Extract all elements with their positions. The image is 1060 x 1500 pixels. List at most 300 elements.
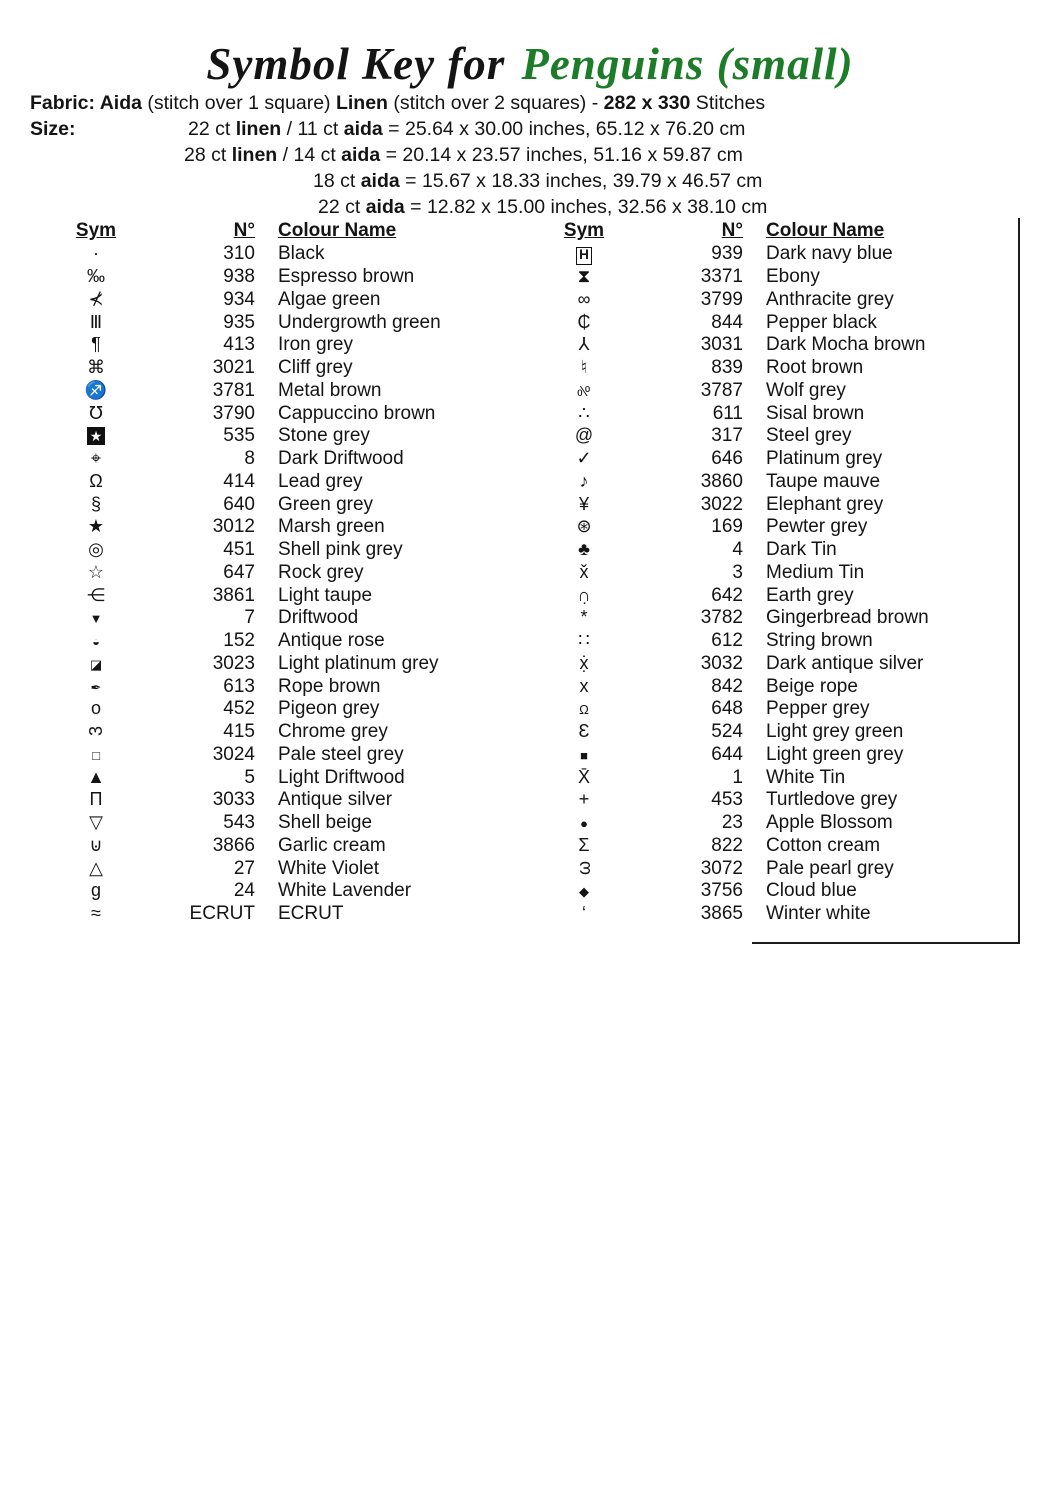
thread-number: 3023 [212,652,255,674]
stitch-symbol-icon: ⅄ [578,334,590,355]
table-row [558,380,1018,403]
colour-name: White Lavender [278,880,412,902]
thread-number: 3860 [700,470,743,492]
size-line-1 [188,118,745,141]
table-row [558,516,1018,539]
table-row [70,425,520,448]
stitch-symbol-icon: ✓ [576,448,592,469]
symbol-cell [70,494,122,516]
thread-number: 317 [711,425,743,447]
thread-number: 3756 [700,880,743,902]
thread-number: 8 [244,448,255,470]
colour-name: Steel grey [766,425,852,447]
symbol-cell [558,835,610,857]
thread-number: 642 [711,584,743,606]
stitch-symbol-icon: % [577,382,591,400]
colour-name: Cotton cream [766,834,881,856]
table-row [70,471,520,494]
thread-number: 543 [223,812,255,834]
colour-name: Pepper grey [766,698,870,720]
table-row [70,380,520,403]
stitch-symbol-icon: Π [89,789,103,810]
table-row [558,562,1018,585]
table-row [70,607,520,630]
colour-name: Undergrowth green [278,311,441,333]
thread-number: 3799 [700,288,743,310]
thread-number: 27 [233,857,255,879]
colour-name: Antique silver [278,789,393,811]
thread-number: 935 [223,311,255,333]
stitch-symbol-icon: ◒ [92,634,100,650]
colour-name: ECRUT [278,903,344,925]
table-row [558,357,1018,380]
symbol-cell [558,789,610,811]
text-segment: linen [231,144,278,166]
colour-name: Platinum grey [766,448,883,470]
text-segment: = 15.67 x 18.33 inches, 39.79 x 46.57 cm [399,170,763,192]
colour-name: Apple Blossom [766,812,893,834]
colour-name: Light green grey [766,743,904,765]
colour-name: Light platinum grey [278,652,439,674]
text-segment: Stitches [690,92,766,114]
stitch-symbol-icon: Ω [89,470,103,491]
symbol-cell [70,289,122,311]
pattern-border-horizontal [752,942,1020,944]
thread-number: 5 [244,766,255,788]
colour-name: White Tin [766,766,846,788]
thread-number: 24 [233,880,255,902]
symbol-cell [558,494,610,516]
colour-name: Gingerbread brown [766,607,929,629]
table-row [558,266,1018,289]
thread-number: 3 [732,561,743,583]
thread-number: 3024 [212,743,255,765]
stitch-symbol-icon: ✒ [90,679,102,695]
colour-name: Dark Tin [766,539,837,561]
colour-name: Shell pink grey [278,539,403,561]
stitch-symbol-icon: ⊀ [88,288,104,309]
table-row [558,493,1018,516]
thread-number: 413 [223,334,255,356]
colour-name: Anthracite grey [766,288,894,310]
colour-name: Dark antique silver [766,652,924,674]
size-line-2 [184,144,743,167]
colour-name-header: Colour Name [766,220,885,241]
symbol-cell [70,835,122,857]
thread-number: 844 [711,311,743,333]
symbol-cell [70,539,122,561]
text-segment: 18 ct [313,170,361,192]
table-row [558,698,1018,721]
thread-number: 3861 [212,584,255,606]
symbol-cell [558,448,610,470]
symbol-cell [70,789,122,811]
symbol-cell [558,312,610,334]
table-row [558,630,1018,653]
thread-number: 3072 [700,857,743,879]
symbol-cell [558,607,610,629]
table-row [558,880,1018,903]
colour-name: Metal brown [278,379,382,401]
symbol-cell [70,721,122,743]
stitch-symbol-icon: ‰ [87,266,105,287]
table-row [70,744,520,767]
table-row [70,357,520,380]
thread-number: 644 [711,743,743,765]
thread-number: 3022 [700,493,743,515]
colour-name: Winter white [766,903,871,925]
table-row [70,516,520,539]
symbol-cell [70,312,122,334]
symbol-cell [558,243,610,265]
table-row [558,789,1018,812]
key-header-row [558,219,1018,243]
table-row [70,812,520,835]
table-row [70,857,520,880]
colour-name: Cliff grey [278,357,353,379]
colour-name: Black [278,243,325,265]
key-rows-left [70,243,520,926]
stitch-symbol-icon: ◎ [88,539,104,560]
stitch-symbol-icon: Ⅲ [89,311,103,332]
thread-number: 535 [223,425,255,447]
size-label: Size: [30,118,76,140]
sym-header: Sym [75,220,117,241]
table-row [70,653,520,676]
stitch-symbol-icon: ⌘ [87,357,105,378]
colour-name: Light Driftwood [278,766,405,788]
colour-name: Green grey [278,493,374,515]
table-row [558,812,1018,835]
text-segment: Linen [335,92,388,114]
table-row [558,835,1018,858]
colour-name: Sisal brown [766,402,865,424]
stitch-symbol-icon: ★ [87,516,105,537]
thread-number: 453 [711,789,743,811]
stitch-symbol-icon: ■ [580,747,588,763]
symbol-cell [558,334,610,356]
table-row [558,539,1018,562]
colour-name: Dark Mocha brown [766,334,926,356]
table-row [558,653,1018,676]
symbol-cell [558,357,610,379]
table-row [70,630,520,653]
symbol-cell [70,562,122,584]
thread-number: 169 [711,516,743,538]
stitch-symbol-icon: ▽ [89,812,103,833]
colour-name: Dark navy blue [766,243,893,265]
colour-name: Driftwood [278,607,359,629]
symbol-cell [70,698,122,720]
table-row [70,266,520,289]
stitch-symbol-icon: ♪ [579,470,589,491]
thread-number: 939 [711,243,743,265]
thread-number: 3021 [212,357,255,379]
stitch-symbol-icon: ♣ [578,539,590,560]
table-row [558,448,1018,471]
stitch-symbol-icon: ⧗ [577,266,591,287]
number-header: N° [721,220,743,241]
thread-number: 611 [712,402,743,424]
symbol-cell [70,516,122,538]
thread-number: 3782 [700,607,743,629]
table-row [558,607,1018,630]
text-segment: linen [235,118,282,140]
colour-name: Espresso brown [278,266,415,288]
thread-number: 7 [244,607,255,629]
symbol-cell [70,425,122,447]
symbol-cell [558,403,610,425]
symbol-cell [558,562,610,584]
symbol-cell [558,539,610,561]
symbol-cell [70,357,122,379]
key-column-left [70,219,520,926]
stitch-symbol-icon: x [579,675,589,696]
stitch-symbol-icon: Ω [579,702,589,718]
colour-name: Iron grey [278,334,353,356]
table-row [70,880,520,903]
table-row [558,402,1018,425]
text-segment: aida [360,170,400,192]
table-row [70,721,520,744]
stitch-symbol-icon: ⋲ [87,584,105,605]
stitch-symbol-icon: ⊛ [576,516,592,537]
table-row [558,903,1018,926]
symbol-cell [70,471,122,493]
symbol-cell [70,403,122,425]
table-row [70,311,520,334]
colour-name: Rock grey [278,561,364,583]
stitch-symbol-icon: * [580,607,588,628]
thread-number: 3781 [212,379,255,401]
stitch-symbol-icon: ¥ [578,493,589,514]
stitch-symbol-icon: ▲ [87,766,105,787]
text-segment: (stitch over 1 square) [141,92,336,114]
colour-name: Algae green [278,288,381,310]
stitch-symbol-icon: · [93,243,99,264]
symbol-cell [558,471,610,493]
symbol-cell [558,425,610,447]
table-row [70,539,520,562]
table-row [70,903,520,926]
colour-name: Turtledove grey [766,789,898,811]
number-header: N° [233,220,255,241]
colour-name: String brown [766,630,873,652]
symbol-cell [558,380,610,402]
symbol-cell [70,585,122,607]
symbol-cell [558,698,610,720]
symbol-cell [70,334,122,356]
symbol-cell [558,858,610,880]
colour-name: Cloud blue [766,880,857,902]
thread-number: 414 [223,470,255,492]
pattern-border-vertical [1018,218,1020,944]
table-row [558,289,1018,312]
text-segment: = 12.82 x 15.00 inches, 32.56 x 38.10 cm [404,196,768,218]
colour-name: Antique rose [278,630,385,652]
thread-number: 842 [711,675,743,697]
colour-name: Elephant grey [766,493,884,515]
symbol-cell [558,744,610,766]
colour-name: Pigeon grey [278,698,380,720]
stitch-symbol-icon: ◪ [89,656,103,672]
thread-number: 3787 [700,379,743,401]
thread-number: 3032 [700,652,743,674]
colour-name: Rope brown [278,675,381,697]
text-segment: 28 ct [184,144,232,166]
colour-name: Light taupe [278,584,373,606]
symbol-cell [558,516,610,538]
thread-number: 452 [223,698,255,720]
symbol-cell [558,812,610,834]
size-line-4 [318,196,767,219]
symbol-cell [558,903,610,925]
table-row [558,311,1018,334]
symbol-cell [558,676,610,698]
stitch-symbol-icon: ∞ [577,288,591,309]
table-row [558,334,1018,357]
text-segment: Aida [95,92,142,114]
symbol-cell [70,767,122,789]
key-header-row [70,219,520,243]
colour-name: Light grey green [766,721,904,743]
symbol-cell [70,676,122,698]
symbol-cell [558,266,610,288]
thread-number: 822 [711,834,743,856]
stitch-symbol-icon: ● [580,816,588,832]
page-title [0,38,1060,90]
thread-number: 839 [711,357,743,379]
colour-name: Stone grey [278,425,370,447]
text-segment: / 14 ct [277,144,342,166]
table-row [70,562,520,585]
colour-name: Beige rope [766,675,858,697]
thread-number: ECRUT [189,903,255,925]
table-row [70,448,520,471]
symbol-cell [558,721,610,743]
thread-number: 3371 [700,266,743,288]
stitch-symbol-icon: △ [89,857,103,878]
thread-number: 934 [223,288,255,310]
colour-name: Pewter grey [766,516,868,538]
thread-number: 938 [223,266,255,288]
thread-number: 640 [223,493,255,515]
size-line-3 [313,170,762,193]
symbol-cell [70,744,122,766]
stitch-symbol-icon: ▼ [89,611,103,627]
text-segment: aida [365,196,405,218]
thread-number: 3012 [212,516,255,538]
text-segment: 22 ct [318,196,366,218]
table-row [70,493,520,516]
thread-number: 647 [223,561,255,583]
stitch-symbol-icon: ◆ [579,884,589,900]
thread-number: 415 [223,721,255,743]
symbol-cell [70,607,122,629]
symbol-cell [558,585,610,607]
colour-name: Pale pearl grey [766,857,894,879]
title-prefix: Symbol Key for [206,39,506,89]
symbol-cell [70,243,122,265]
symbol-cell [558,653,610,675]
thread-number: 23 [721,812,743,834]
stitch-symbol-icon: X̄ [577,766,590,787]
stitch-symbol-icon: ≈ [91,903,101,924]
colour-name: Medium Tin [766,561,865,583]
table-row [70,698,520,721]
table-row [70,766,520,789]
stitch-symbol-icon: Ɛ [578,721,590,742]
stitch-symbol-icon: x̌ [579,561,589,582]
text-segment: 282 x 330 [603,92,691,114]
colour-name: Garlic cream [278,834,386,856]
colour-name: Dark Driftwood [278,448,404,470]
symbol-cell [70,903,122,925]
colour-name: Shell beige [278,812,373,834]
colour-name: Chrome grey [278,721,388,743]
text-segment: Fabric: [30,92,96,114]
table-row [558,584,1018,607]
symbol-cell [70,812,122,834]
stitch-symbol-icon: H [576,247,593,264]
stitch-symbol-icon: ‘ [582,903,586,924]
stitch-symbol-icon: ♮ [580,357,588,378]
symbol-cell [70,380,122,402]
symbol-cell [70,858,122,880]
stitch-symbol-icon: o [90,698,101,719]
thread-number: 3866 [212,834,255,856]
thread-number: 646 [711,448,743,470]
text-segment: = 20.14 x 23.57 inches, 51.16 x 59.87 cm [380,144,743,166]
thread-number: 1 [732,766,743,788]
colour-name: Pepper black [766,311,877,333]
table-row [558,857,1018,880]
text-segment: = 25.64 x 30.00 inches, 65.12 x 76.20 cm [382,118,746,140]
stitch-symbol-icon: § [90,493,101,514]
table-row [70,402,520,425]
stitch-symbol-icon: g [90,880,101,901]
table-row [558,766,1018,789]
colour-name: Taupe mauve [766,470,881,492]
table-row [558,243,1018,266]
colour-name: Marsh green [278,516,385,538]
table-row [70,243,520,266]
table-row [70,334,520,357]
stitch-symbol-icon: ¶ [91,334,101,355]
thread-number: 451 [223,539,255,561]
symbol-cell [70,630,122,652]
fabric-line [30,92,765,115]
stitch-symbol-icon: ∩̣ [577,584,591,605]
thread-number: 3790 [212,402,255,424]
thread-number: 524 [711,721,743,743]
table-row [558,744,1018,767]
symbol-cell [70,448,122,470]
table-row [70,675,520,698]
thread-number: 613 [223,675,255,697]
table-row [558,675,1018,698]
colour-name: Pale steel grey [278,743,404,765]
text-segment: 22 ct [188,118,236,140]
colour-name: Cappuccino brown [278,402,436,424]
stitch-symbol-icon: ω [574,860,594,875]
colour-name: Ebony [766,266,820,288]
stitch-symbol-icon: ℧ [89,402,103,423]
stitch-symbol-icon: @ [574,425,594,446]
symbol-cell [70,880,122,902]
thread-number: 3033 [212,789,255,811]
thread-number: 612 [711,630,743,652]
